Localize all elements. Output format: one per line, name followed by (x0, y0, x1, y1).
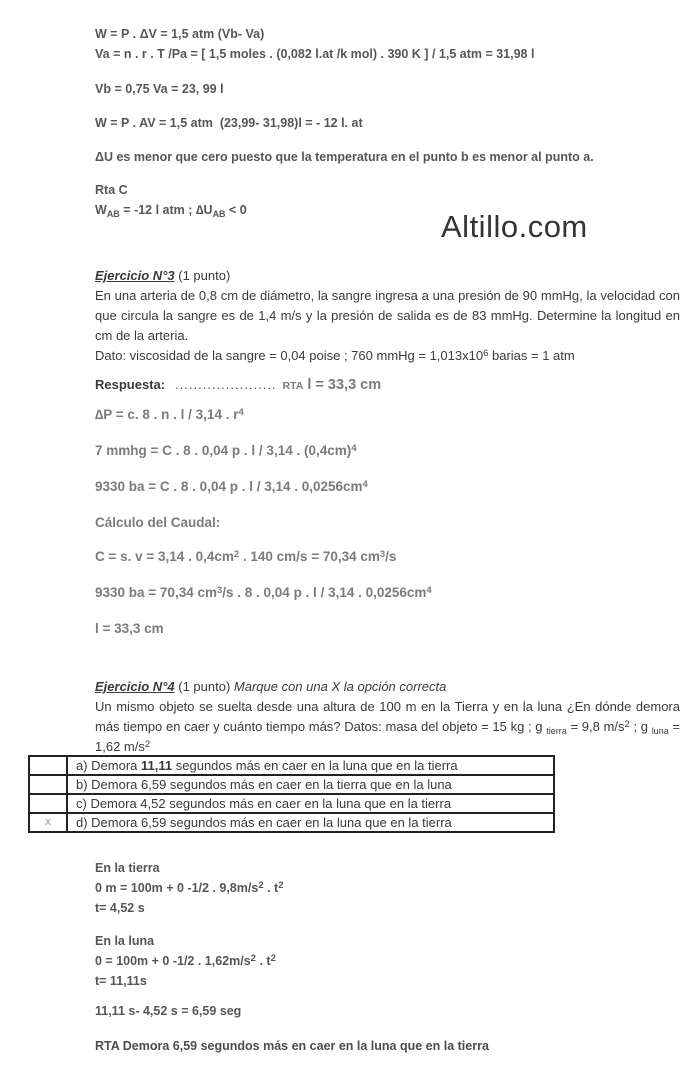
option-d-mark-cell: x (29, 813, 67, 832)
respuesta-label: Respuesta: (95, 377, 166, 392)
thermo-work-block (95, 24, 675, 220)
moon-equation: 0 = 100m + 0 -1/2 . $1,62m/s^2$ . $t^2$ (95, 952, 276, 968)
option-row-d (29, 813, 554, 832)
option-a-text: a) Demora 11,11 segundos más en caer en la luna que en la tierra (67, 756, 554, 775)
caudal-title: Cálculo del Caudal: (95, 515, 221, 530)
respuesta-row (95, 375, 680, 396)
option-c-text: c) Demora 4,52 segundos más en caer en la luna que en la tierra (67, 794, 554, 813)
option-row-b (29, 775, 554, 794)
exercise4-statement: Un mismo objeto se suelta desde una altura de 100 m en la Tierra y en la luna ¿En dónde demora más tiempo en caer y cuánto tiempo más? Datos: masa del objeto = 15 kg ; g $_{tierra}$ = 9,8 $m/s^2$ ; g $_{luna}$ = 1,62 $m/s^2$ (95, 699, 680, 754)
option-d-text: d) Demora 6,59 segundos más en caer en la luna que en la tierra (67, 813, 554, 832)
mmhg-equation: 7 mmhg = C . 8 . 0,04 p . l / 3,14 . $(0,4cm)^4$ (95, 442, 357, 458)
options-table (28, 755, 555, 833)
option-c-mark-cell (29, 794, 67, 813)
exercise3-title: Ejercicio N°3 (95, 268, 175, 283)
moon-title: En la luna (95, 934, 155, 948)
equation-work-result: W = P . AV = 1,5 atm (23,99- 31,98)l = - 12 l. at (95, 116, 363, 130)
exercise3-section (95, 266, 680, 640)
altillo-watermark: Altillo.com (441, 209, 588, 244)
wab-result-line: $W_{AB} = -12$ l atm ; $\Delta U_{AB} < 0$ (95, 203, 247, 220)
option-row-a (29, 756, 554, 775)
exercise4-instruction: Marque con una X la opción correcta (233, 679, 447, 694)
respuesta-value: l = 33,3 cm (307, 377, 382, 393)
earth-equation: 0 m = 100m + 0 -1/2 . $9,8m/s^2$ . $t^2$ (95, 879, 284, 895)
exercise3-heading (95, 266, 680, 286)
exercise3-points: (1 punto) (174, 268, 231, 283)
equation-va: Va = n . r . T /Pa = [ 1,5 moles . (0,082 l.at /k mol) . 390 K ] / 1,5 atm = 31,98 l (95, 47, 535, 61)
caudal-equation: C = s. v = 3,14 . $0,4cm^2$ . 140 cm/s = 70,34 $cm^3/s$ (95, 548, 397, 564)
barias-caudal-equation: 9330 ba = 70,34 $cm^3/s$ . 8 . 0,04 p . l / 3,14 . $0,0256cm^4$ (95, 584, 432, 600)
exercise4-points: (1 punto) (174, 679, 234, 694)
delta-u-note: ΔU es menor que cero puesto que la temperatura en el punto b es menor al punto a. (95, 150, 594, 164)
exercise4-heading (95, 677, 680, 697)
moon-time: t= 11,11s (95, 974, 147, 988)
rta-c-label: Rta C (95, 183, 128, 197)
exercise3-statement: En una arteria de 0,8 cm de diámetro, la sangre ingresa a una presión de 90 mmHg, la velocidad con que circula la sangre es de 1,4 m/s y la presión de salida es de 83 mmHg. Determine la longitud en cm de la arteria. (95, 288, 680, 343)
equation-vb: Vb = 0,75 Va = 23, 99 l (95, 82, 224, 96)
length-result: l = 33,3 cm (95, 621, 164, 636)
exercise4-section (95, 677, 680, 757)
poiseuille-equation: ∆P = c. 8 . n . l / 3,14 . $r^4$ (95, 406, 244, 422)
exercise4-work-block (95, 858, 615, 1056)
option-b-text: b) Demora 6,59 segundos más en caer en la tierra que en la luna (67, 775, 554, 794)
respuesta-rta-tag: RTA (282, 380, 304, 392)
respuesta-dotted-line: ...................... (175, 377, 277, 392)
earth-title: En la tierra (95, 861, 160, 875)
equation-work-pdv: W = P . ΔV = 1,5 atm (Vb- Va) (95, 27, 265, 41)
earth-time: t= 4,52 s (95, 901, 145, 915)
exercise4-title: Ejercicio N°4 (95, 679, 175, 694)
final-answer: RTA Demora 6,59 segundos más en caer en la luna que en la tierra (95, 1039, 489, 1053)
option-b-mark-cell (29, 775, 67, 794)
barias-equation: 9330 ba = C . 8 . 0,04 p . l / 3,14 . $0,0256cm^4$ (95, 478, 368, 494)
option-a-mark-cell (29, 756, 67, 775)
option-row-c (29, 794, 554, 813)
exercise3-dato: Dato: viscosidad de la sangre = 0,04 poise ; 760 mmHg = $1,013x10^6$ barias = 1 atm (95, 347, 575, 363)
time-difference: 11,11 s- 4,52 s = 6,59 seg (95, 1004, 242, 1018)
